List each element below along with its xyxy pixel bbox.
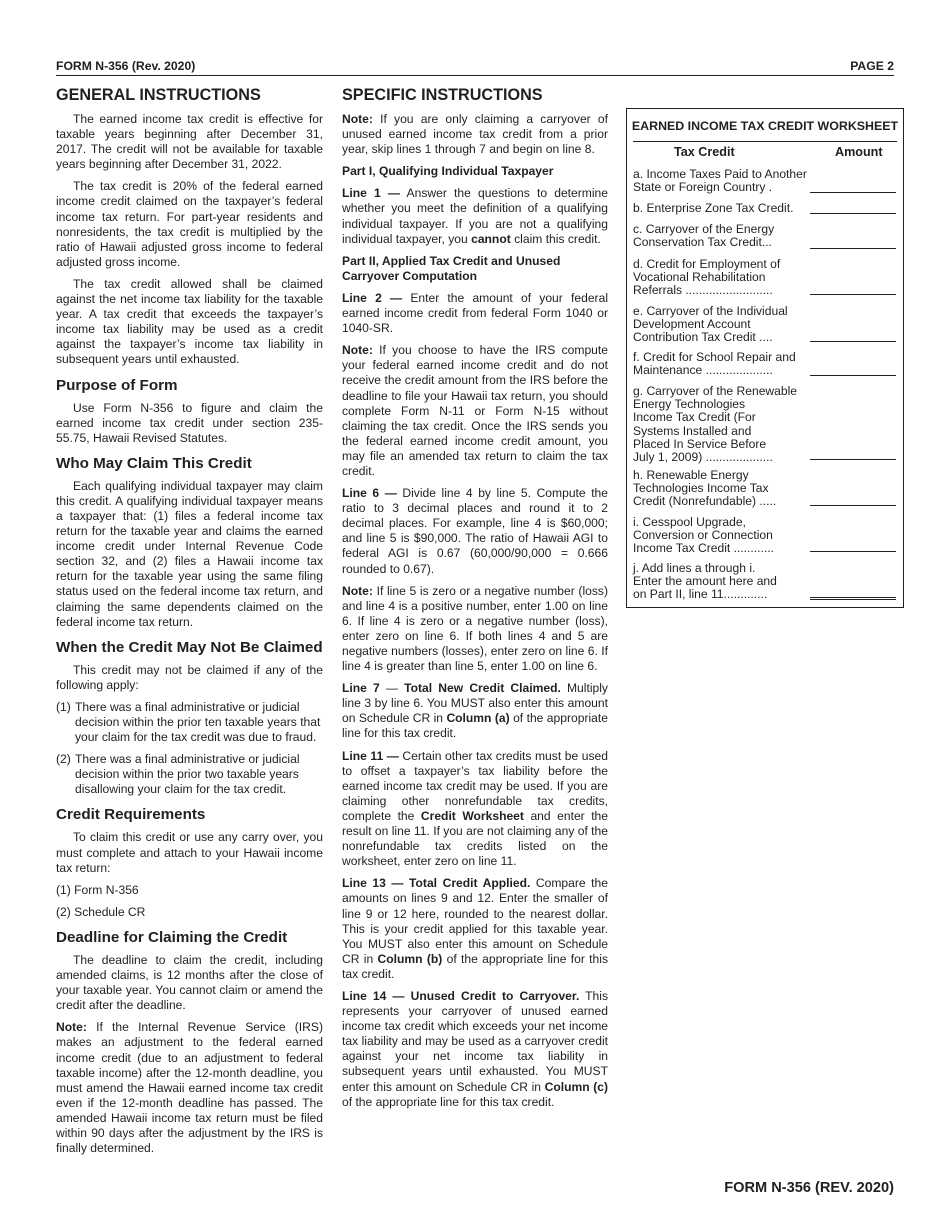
line-label: Energy Technologies <box>633 397 746 412</box>
line-label: Income Tax Credit (For <box>633 410 756 425</box>
line-label: g. Carryover of the Renewable <box>633 384 798 398</box>
page-number: PAGE 2 <box>850 59 894 73</box>
line-label: Conversion or Connection <box>633 528 773 543</box>
note-label: Note: <box>342 583 373 598</box>
purpose-paragraph: Use Form N-356 to figure and claim the earned income tax credit under section 235-55.75, Hawaii Revised Statutes. <box>56 400 323 445</box>
note-text: If line 5 is zero or a negative number (loss) and line 4 is a positive number, enter 1.00 on line 6. If line 4 is zero or a negative number (loss), enter zero on line 6. If both lines 4 and 5 are negative numbers (losses), enter zero on line 6. If line 4 is greater than line 5, enter 1.00 on line 6. <box>342 583 608 674</box>
line-label: Enter the amount here and <box>633 574 777 589</box>
line-label: Maintenance .................... <box>633 363 773 378</box>
emphasis: Credit Worksheet <box>420 808 524 823</box>
column-ref: Column (c) <box>544 1079 608 1094</box>
note-label: Note: <box>342 112 373 126</box>
worksheet-divider <box>633 141 897 142</box>
part-2-heading: Part II, Applied Tax Credit and Unused Carryover Computation <box>342 253 561 283</box>
line-label: on Part II, line 11............. <box>633 587 768 602</box>
line-label: Line 6 — <box>342 486 397 501</box>
worksheet-line-c <box>633 223 813 249</box>
note-text: If you choose to have the IRS compute your federal earned income credit and do not receive the credit amount from the IRS before the deadline to file your Hawaii tax return, you should complete Form N-11 or Form N-15 without claiming the tax credit. Once the IRS sends you the federal earned income credit amount, you may file an amended tax return to claim the tax credit. <box>342 343 608 478</box>
amount-field-f[interactable] <box>810 375 896 376</box>
specific-instructions-column <box>342 86 608 1117</box>
note-label: Note: <box>56 1020 87 1035</box>
line-text: This represents your carryover of unused earned income tax credit which exceeds your net income tax liability and may be used as a carryover credit against your net income tax liability in subsequent years until exhausted. You MUST enter this amount on Schedule CR in <box>342 988 608 1094</box>
general-instructions-heading: GENERAL INSTRUCTIONS <box>56 86 261 104</box>
requirement-schedule: (2) Schedule CR <box>56 904 146 919</box>
line-label: Line 14 — Unused Credit to Carryover. <box>342 988 580 1003</box>
list-item-number: (1) <box>56 699 71 714</box>
deadline-heading: Deadline for Claiming the Credit <box>56 928 288 946</box>
line-text: Compare the amounts on lines 9 and 12. Enter the smaller of line 9 or 12 here, rounded to the nearest dollar. This is your credit applied for this taxable year. You MUST also enter this amount on Schedule CR in <box>342 876 608 966</box>
line-label: Technologies Income Tax <box>633 481 769 496</box>
emphasis: cannot <box>471 231 511 246</box>
line-title: Total New Credit Claimed. <box>404 681 561 696</box>
line-text: of the appropriate line for this tax credit. <box>342 951 608 981</box>
general-paragraph-3: The tax credit allowed shall be claimed against the net income tax liability for the taxable year. A tax credit that exceeds the taxpayer’s income tax liability may be used as a credit against the taxpayer’s income tax liability in subsequent years until exhausted. <box>56 276 323 367</box>
when-not-claimed-heading: When the Credit May Not Be Claimed <box>56 638 323 656</box>
line-label: Development Account <box>633 317 751 332</box>
form-id: FORM N-356 (Rev. 2020) <box>56 59 196 73</box>
page-footer: FORM N-356 (REV. 2020) <box>724 1180 894 1196</box>
worksheet-line-h <box>633 469 813 509</box>
line-label: h. Renewable Energy <box>633 468 749 482</box>
line-text: and enter the result on line 11. If you are not claiming any of the nonrefundable tax credits listed on the worksheet, enter zero on line 11. <box>342 808 609 869</box>
line-label: a. Income Taxes Paid to Another <box>633 167 807 181</box>
worksheet-line-e <box>633 305 813 345</box>
line-7-instructions <box>342 681 608 741</box>
list-item-text: There was a final administrative or judicial decision within the prior ten taxable years that your claim for the tax credit was due to fraud. <box>75 699 321 745</box>
worksheet-title: EARNED INCOME TAX CREDIT WORKSHEET <box>631 119 899 133</box>
note-text: If you are only claiming a carryover of unused earned income tax credit from a prior year, skip lines 1 through 7 and begin on line 8. <box>342 112 608 157</box>
line-label: Vocational Rehabilitation <box>633 270 766 285</box>
list-item-number: (2) <box>56 752 71 767</box>
requirement-form: (1) Form N-356 <box>56 882 139 897</box>
part-1-heading: Part I, Qualifying Individual Taxpayer <box>342 164 554 179</box>
line-text: Divide line 4 by line 5. Compute the ratio to 3 decimal places and round it to 2 decimal places. For example, line 4 is $60,000; and line 5 is $90,000. The ratio of Hawaii AGI to federal AGI is 0.67 (60,000/90,000 = 0.666 rounded to 0.67). <box>342 486 609 576</box>
amount-field-d[interactable] <box>810 294 896 295</box>
line-label: j. Add lines a through i. <box>633 561 756 575</box>
line-label: d. Credit for Employment of <box>633 257 781 271</box>
line-label: Line 11 — <box>342 748 399 763</box>
amount-field-total[interactable] <box>810 597 896 600</box>
line-label: Line 2 — <box>342 290 403 305</box>
line-text: Enter the amount of your federal earned income credit from federal Form 1040 or 1040-SR. <box>342 290 609 336</box>
amount-field-e[interactable] <box>810 341 896 342</box>
amount-field-c[interactable] <box>810 248 896 249</box>
who-may-claim-heading: Who May Claim This Credit <box>56 454 252 472</box>
line-label: b. Enterprise Zone Tax Credit. <box>633 201 794 215</box>
line-text: Answer the questions to determine whether you meet the definition of a qualifying individual taxpayer. If you are not a qualifying individual taxpayer, you <box>342 186 608 246</box>
line-text: Multiply line 3 by line 6. You MUST also enter this amount on Schedule CR in <box>342 681 608 726</box>
line-label: Line 13 — Total Credit Applied. <box>342 876 531 891</box>
line-label: July 1, 2009) .................... <box>633 450 773 465</box>
specific-note-2 <box>342 343 608 479</box>
line-text: Certain other tax credits must be used to offset a taxpayer’s tax liability before the earned income tax credit may be used. If you are claiming other nonrefundable tax credits, complete the <box>342 748 608 823</box>
worksheet-line-a <box>633 168 813 194</box>
worksheet-line-j <box>633 562 813 602</box>
line-label: Systems Installed and <box>633 423 752 438</box>
tax-credit-column-header: Tax Credit <box>674 145 735 159</box>
dash: — <box>379 681 405 696</box>
worksheet-line-d <box>633 258 813 298</box>
worksheet-line-b <box>633 202 813 215</box>
line-label: Line 1 — <box>342 186 401 201</box>
credit-worksheet <box>626 108 904 608</box>
line-2-instructions <box>342 291 608 336</box>
line-label: Line 7 <box>342 681 380 696</box>
worksheet-line-f <box>633 351 813 377</box>
line-label: f. Credit for School Repair and <box>633 350 796 364</box>
line-label: Income Tax Credit ............ <box>633 541 774 556</box>
line-label: Contribution Tax Credit .... <box>633 330 773 345</box>
specific-instructions-heading: SPECIFIC INSTRUCTIONS <box>342 86 543 104</box>
amount-field-i[interactable] <box>810 551 896 552</box>
line-6-instructions <box>342 486 608 577</box>
line-label: i. Cesspool Upgrade, <box>633 515 746 529</box>
when-not-claimed-intro: This credit may not be claimed if any of the following apply: <box>56 662 323 692</box>
line-13-instructions <box>342 876 608 982</box>
line-text: of the appropriate line for this tax credit. <box>342 1094 555 1109</box>
list-item <box>56 752 323 797</box>
line-label: c. Carryover of the Energy <box>633 222 775 236</box>
credit-requirements-paragraph: To claim this credit or use any carry over, you must complete and attach to your Hawaii income tax return: <box>56 830 323 875</box>
column-ref: Column (a) <box>446 711 510 726</box>
general-instructions-column <box>56 86 323 1163</box>
list-item-text: There was a final administrative or judicial decision within the prior two taxable years disallowing your claim for the tax credit. <box>75 752 300 797</box>
specific-note-1 <box>342 112 608 157</box>
deadline-paragraph: The deadline to claim the credit, including amended claims, is 12 months after the close of your taxable year. You cannot claim or amend the credit after the deadline. <box>56 952 323 1013</box>
line-label: Placed In Service Before <box>633 436 767 451</box>
line-label: Referrals .......................... <box>633 283 773 298</box>
amount-field-h[interactable] <box>810 505 896 506</box>
line-11-instructions <box>342 749 608 870</box>
line-label: Conservation Tax Credit... <box>633 235 772 250</box>
worksheet-line-i <box>633 516 813 556</box>
amount-field-b[interactable] <box>810 213 896 214</box>
line-label: e. Carryover of the Individual <box>633 304 788 318</box>
line-label: Credit (Nonrefundable) ..... <box>633 494 777 509</box>
amount-field-a[interactable] <box>810 192 896 193</box>
who-may-claim-paragraph: Each qualifying individual taxpayer may claim this credit. A qualifying individual taxpayer means a taxpayer that: (1) files a federal income tax return for the taxable year and claims the earned income credit under Internal Revenue Code section 32, and (2) files a Hawaii income tax return for the taxable year using the same filing status used on the federal income tax return, and claiming the same dependents claimed on the federal income tax return. <box>56 478 323 629</box>
line-text: claim this credit. <box>510 231 601 246</box>
note-text: If the Internal Revenue Service (IRS) makes an adjustment to the federal earned income credit (due to an adjustment to federal taxable income) after the 12-month deadline, you must amend the Hawaii earned income tax credit even if the 12-month deadline has passed. The amended Hawaii income tax return must be filed within 90 days after the adjustment by the IRS is finally determined. <box>56 1020 323 1156</box>
line-label: State or Foreign Country . <box>633 180 773 195</box>
line-14-instructions <box>342 989 608 1110</box>
amount-field-g[interactable] <box>810 459 896 460</box>
general-paragraph-2: The tax credit is 20% of the federal earned income credit claimed on the taxpayer’s federal income tax return. For part-year residents and nonresidents, the tax credit is multiplied by the ratio of Hawaii adjusted gross income to federal adjusted gross income. <box>56 179 323 269</box>
page-header <box>56 59 894 76</box>
purpose-heading: Purpose of Form <box>56 376 178 394</box>
general-paragraph-1: The earned income tax credit is effective for taxable years beginning after December 31, 2017. The credit will not be available for taxable years beginning after December 31, 2022. <box>56 112 323 172</box>
list-item <box>56 700 323 745</box>
deadline-note <box>56 1020 323 1156</box>
column-ref: Column (b) <box>377 951 443 966</box>
line-text: of the appropriate line for this tax credit. <box>342 711 608 741</box>
note-label: Note: <box>342 343 373 358</box>
credit-requirements-heading: Credit Requirements <box>56 806 206 824</box>
amount-column-header: Amount <box>835 145 883 159</box>
line-1-instructions <box>342 186 608 246</box>
worksheet-line-g <box>633 385 813 464</box>
specific-note-3 <box>342 584 608 675</box>
